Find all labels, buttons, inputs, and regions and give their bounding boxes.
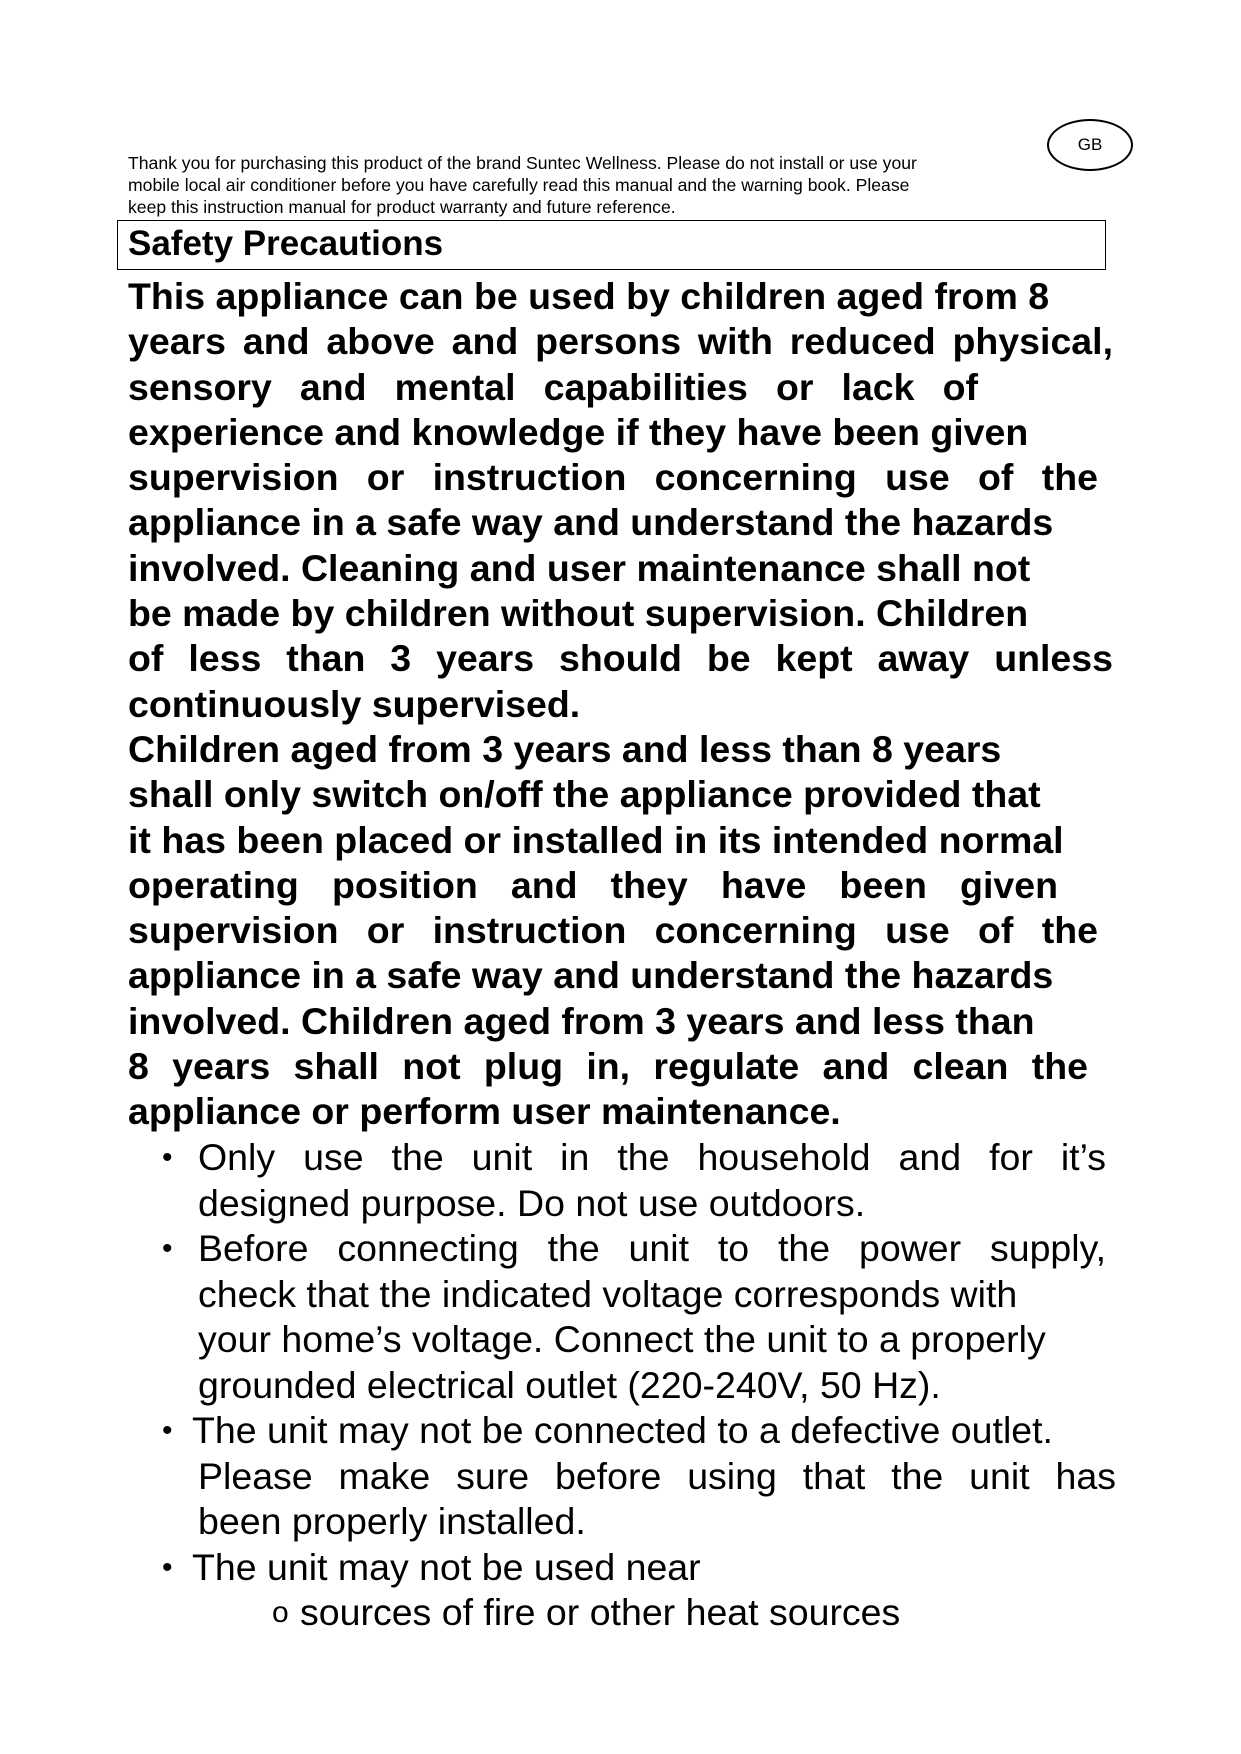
- bullet-line: grounded electrical outlet (220-240V, 50 Hz).: [198, 1363, 941, 1406]
- bullet-icon: •: [162, 1414, 173, 1447]
- warning-line: years and above and persons with reduced physical,: [128, 320, 1113, 363]
- children-warning: [128, 274, 1113, 1135]
- bullet-line: been properly installed.: [198, 1500, 586, 1542]
- warning-line: experience and knowledge if they have been given: [128, 410, 1029, 453]
- intro-paragraph: [128, 152, 1028, 218]
- warning-line: supervision or instruction concerning use of the: [128, 456, 1098, 499]
- bullet-line: your home’s voltage. Connect the unit to a properly: [198, 1318, 1046, 1360]
- warning-line: shall only switch on/off the appliance provided that: [128, 773, 1041, 816]
- intro-line: keep this instruction manual for product warranty and future reference.: [128, 197, 676, 217]
- warning-line: appliance or perform user maintenance.: [128, 1090, 841, 1133]
- warning-line: This appliance can be used by children aged from 8: [128, 275, 1050, 317]
- circle-bullet-icon: o: [272, 1596, 289, 1629]
- language-badge: GB: [1047, 119, 1133, 171]
- warning-line: of less than 3 years should be kept away unless: [128, 637, 1113, 680]
- warning-line: sensory and mental capabilities or lack of: [128, 365, 978, 408]
- bullet-line: designed purpose. Do not use outdoors.: [198, 1181, 866, 1224]
- list-item: [160, 1226, 1120, 1408]
- list-item: [160, 1545, 1120, 1636]
- warning-line: supervision or instruction concerning use of the: [128, 909, 1098, 952]
- warning-line: involved. Children aged from 3 years and less than: [128, 999, 1035, 1042]
- warning-line: appliance in a safe way and understand the hazards: [128, 501, 1054, 544]
- bullet-line: check that the indicated voltage corresponds with: [198, 1272, 1018, 1315]
- warning-line: Children aged from 3 years and less than 8 years: [128, 727, 1002, 770]
- bullet-line: The unit may not be used near: [192, 1545, 701, 1588]
- warning-line: involved. Cleaning and user maintenance shall not: [128, 546, 1031, 589]
- bullet-icon: •: [162, 1141, 173, 1174]
- intro-line: mobile local air conditioner before you have carefully read this manual and the warning book. Please: [128, 175, 910, 195]
- section-heading: Safety Precautions: [117, 220, 1106, 270]
- warning-line: continuously supervised.: [128, 682, 581, 725]
- bullet-line: Only use the unit in the household and for it’s: [198, 1136, 1106, 1178]
- warning-line: appliance in a safe way and understand the hazards: [128, 954, 1054, 997]
- intro-line: Thank you for purchasing this product of the brand Suntec Wellness. Please do not install or use your: [128, 153, 917, 173]
- safety-bullet-list: [160, 1135, 1120, 1636]
- sub-list-item: [272, 1590, 1120, 1636]
- warning-line: be made by children without supervision. Children: [128, 592, 1029, 635]
- list-item: [160, 1135, 1120, 1226]
- warning-line: it has been placed or installed in its intended normal: [128, 818, 1064, 861]
- bullet-line: Before connecting the unit to the power supply,: [198, 1227, 1106, 1269]
- sub-bullet-list: [192, 1590, 1120, 1636]
- bullet-icon: •: [162, 1550, 173, 1584]
- warning-line: operating position and they have been given: [128, 863, 1058, 906]
- bullet-line: The unit may not be connected to a defective outlet.: [192, 1409, 1053, 1451]
- bullet-icon: •: [162, 1232, 173, 1265]
- sub-bullet-line: sources of fire or other heat sources: [300, 1591, 901, 1633]
- list-item: [160, 1408, 1120, 1545]
- warning-line: 8 years shall not plug in, regulate and clean the: [128, 1045, 1088, 1088]
- bullet-line: Please make sure before using that the unit has: [198, 1454, 1116, 1497]
